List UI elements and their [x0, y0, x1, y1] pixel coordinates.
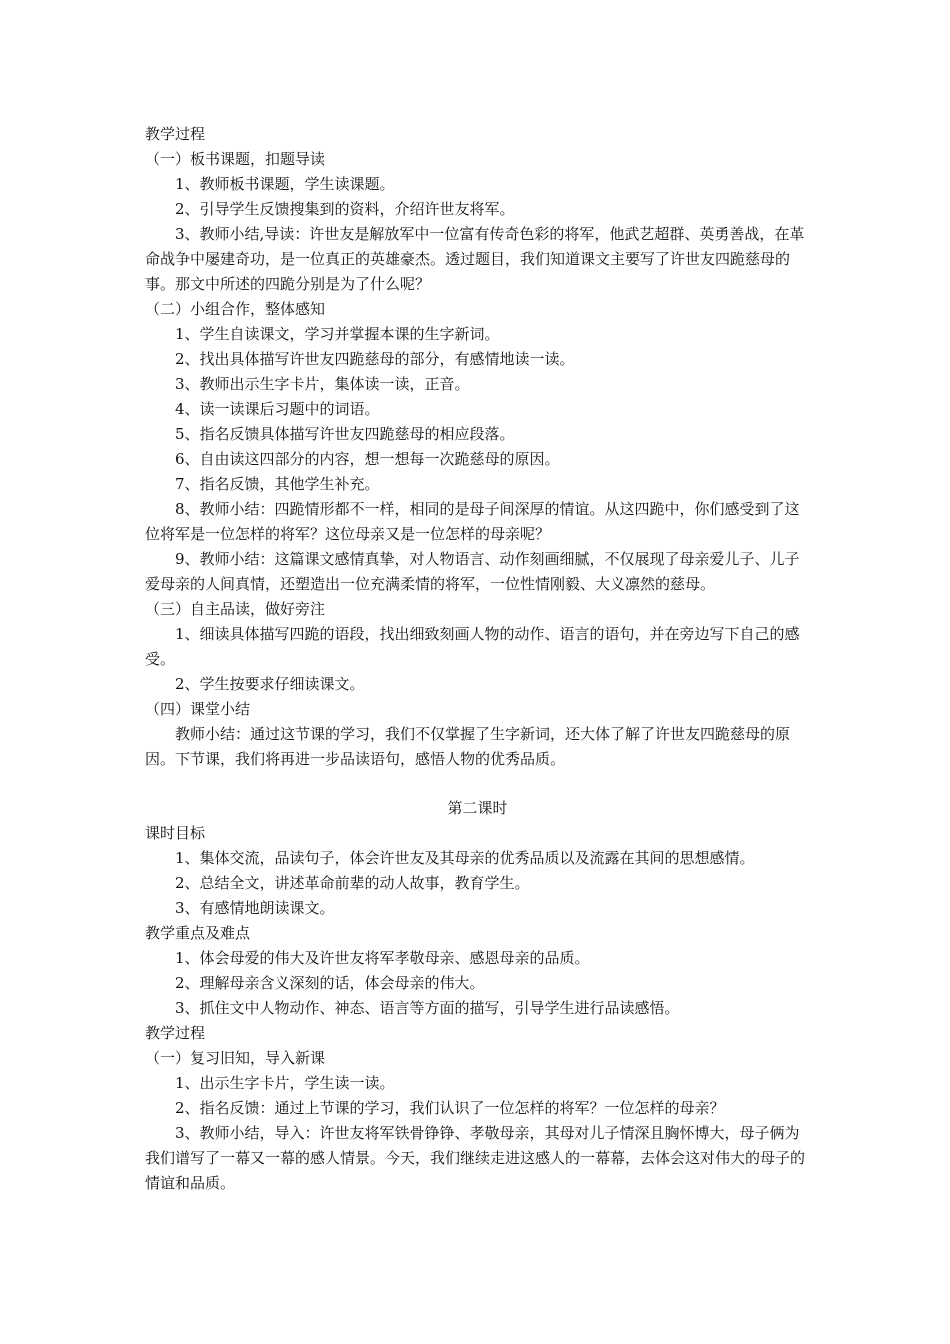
section-2-title: （二）小组合作，整体感知: [145, 300, 326, 318]
section-4-title: （四）课堂小结: [145, 700, 251, 718]
section-2-item: 7、指名反馈，其他学生补充。: [175, 475, 380, 493]
goal-item: 1、集体交流，品读句子，体会许世友及其母亲的优秀品质以及流露在其间的思想感情。: [175, 849, 755, 867]
section-2-item: 6、自由读这四部分的内容，想一想每一次跪慈母的原因。: [175, 450, 560, 468]
section-1-item: 1、教师板书课题，学生读课题。: [175, 175, 395, 193]
process-section-1-item: 1、出示生字卡片，学生读一读。: [175, 1074, 395, 1092]
section-2-item: 9、教师小结：这篇课文感情真挚，对人物语言、动作刻画细腻，不仅展现了母亲爱儿子、儿子爱母亲的人间真情，还塑造出一位充满柔情的将军，一位性情刚毅、大义凛然的慈母。: [145, 550, 800, 593]
key-point-item: 1、体会母爱的伟大及许世友将军孝敬母亲、感恩母亲的品质。: [175, 949, 590, 967]
process-section-1-item: 2、指名反馈：通过上节课的学习，我们认识了一位怎样的将军？一位怎样的母亲？: [175, 1099, 725, 1117]
section-2-item: 4、读一读课后习题中的词语。: [175, 400, 380, 418]
lesson-2-title: 第二课时: [447, 799, 508, 817]
paragraph-gap: [145, 772, 810, 796]
section-4-item: 教师小结：通过这节课的学习，我们不仅掌握了生字新词，还大体了解了许世友四跪慈母的原因。下节课，我们将再进一步品读语句，感悟人物的优秀品质。: [145, 725, 791, 768]
section-2-item: 3、教师出示生字卡片，集体读一读，正音。: [175, 375, 470, 393]
process-section-1-item: 3、教师小结，导入：许世友将军铁骨铮铮、孝敬母亲，其母对儿子情深且胸怀博大，母子俩为我们谱写了一幕又一幕的感人情景。今天，我们继续走进这感人的一幕幕，去体会这对伟大的母子的情谊和品质。: [145, 1124, 806, 1192]
document-page: [145, 122, 810, 1196]
process-section-1-title: （一）复习旧知，导入新课: [145, 1049, 326, 1067]
teaching-process-heading-2: 教学过程: [145, 1024, 206, 1042]
section-3-title: （三）自主品读，做好旁注: [145, 600, 326, 618]
section-3-item: 1、细读具体描写四跪的语段，找出细致刻画人物的动作、语言的语句，并在旁边写下自己的感受。: [145, 625, 800, 668]
lesson-goals-heading: 课时目标: [145, 824, 206, 842]
goal-item: 3、有感情地朗读课文。: [175, 899, 335, 917]
section-2-item: 1、学生自读课文，学习并掌握本课的生字新词。: [175, 325, 500, 343]
key-point-item: 2、理解母亲含义深刻的话，体会母亲的伟大。: [175, 974, 485, 992]
section-2-item: 8、教师小结：四跪情形都不一样，相同的是母子间深厚的情谊。从这四跪中，你们感受到了这位将军是一位怎样的将军？这位母亲又是一位怎样的母亲呢？: [145, 500, 800, 543]
key-points-heading: 教学重点及难点: [145, 924, 251, 942]
section-1-title: （一）板书课题，扣题导读: [145, 150, 326, 168]
teaching-process-heading: 教学过程: [145, 125, 206, 143]
goal-item: 2、总结全文，讲述革命前辈的动人故事，教育学生。: [175, 874, 530, 892]
key-point-item: 3、抓住文中人物动作、神态、语言等方面的描写，引导学生进行品读感悟。: [175, 999, 680, 1017]
section-2-item: 2、找出具体描写许世友四跪慈母的部分，有感情地读一读。: [175, 350, 575, 368]
section-1-item: 2、引导学生反馈搜集到的资料，介绍许世友将军。: [175, 200, 515, 218]
section-3-item: 2、学生按要求仔细读课文。: [175, 675, 365, 693]
section-1-item: 3、教师小结,导读：许世友是解放军中一位富有传奇色彩的将军，他武艺超群、英勇善战，在革命战争中屡建奇功，是一位真正的英雄豪杰。透过题目，我们知道课文主要写了许世友四跪慈母的事。那文中所述的四跪分别是为了什么呢？: [145, 225, 805, 293]
section-2-item: 5、指名反馈具体描写许世友四跪慈母的相应段落。: [175, 425, 515, 443]
